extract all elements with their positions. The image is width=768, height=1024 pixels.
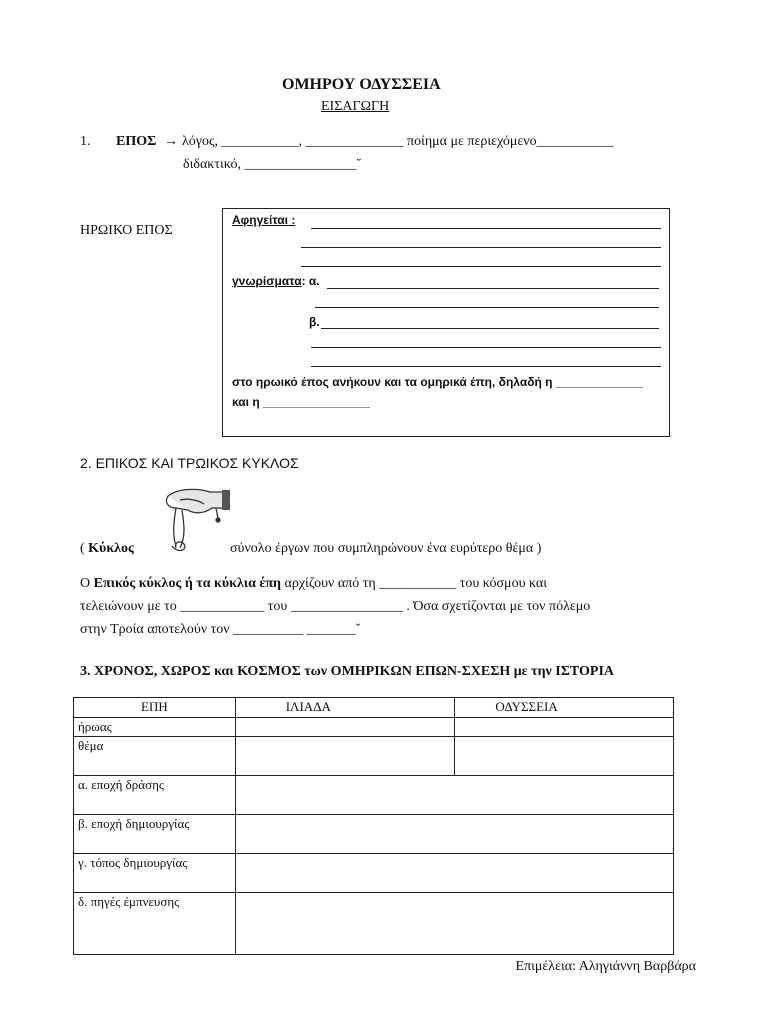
kyklos-term: Κύκλος [88,541,134,556]
epic-cycle-paragraph-line-1 [80,576,547,592]
row-label-creation-place: γ. τόπος δημιουργίας [74,854,236,893]
table-cell [235,776,673,815]
table-cell [235,854,673,893]
table-cell [235,718,455,737]
row-label-inspiration-sources: δ. πηγές έμπνευσης [74,893,236,955]
row-label-hero: ήρωας [74,718,236,737]
epic-cycle-paragraph-line-2: τελειώνουν με το ____________ του ________________ . Όσα σχετίζονται με τον πόλεμο [80,599,591,614]
epos-term: ΕΠΟΣ [116,134,157,149]
features-label: γνωρίσματα [232,274,302,288]
narrates-line-3 [301,266,661,267]
homeric-epics-table [73,697,674,955]
and-line: και η ________________ [232,395,370,409]
footer-credit: Επιμέλεια: Αληγιάννη Βαρβάρα [515,959,696,974]
narrates-label: Αφηγείται : [232,213,296,227]
column-header-epics: ΕΠΗ [74,698,236,718]
paren-open: ( [80,541,89,556]
feature-extra-line-2 [311,347,661,348]
table-row [74,854,674,893]
feature-alpha-line [327,288,659,289]
feature-extra-line-3 [311,366,661,367]
homeric-epics-line: στο ηρωικό έπος ανήκουν και τα ομηρικά έπη, δηλαδή η _____________ [232,375,643,389]
epic-cycle-term: Επικός κύκλος ή τα κύκλια έπη [93,576,282,591]
hand-with-thread-icon [158,484,232,556]
p1-start: Ο [80,576,94,591]
feature-beta-line [321,328,659,329]
table-cell [235,737,455,776]
table-row [74,893,674,955]
feature-extra-line-1 [315,307,659,308]
row-label-creation-era: β. εποχή δημιουργίας [74,815,236,854]
column-header-iliad: ΙΛΙΑΔΑ [235,698,455,718]
narrates-line-2 [301,247,661,248]
features-alpha: : α. [301,274,320,288]
section-1-line-1: λόγος, ___________, ______________ ποίημα με περιεχόμενο___________ [182,134,614,149]
table-cell [455,718,674,737]
p1-end: αρχίζουν από τη ___________ του κόσμου και [281,576,548,591]
heroic-epic-box [222,208,670,437]
section-1-number: 1. [80,134,91,149]
table-cell [235,893,673,955]
row-label-action-era: α. εποχή δράσης [74,776,236,815]
table-row [74,776,674,815]
row-label-theme: θέμα [74,737,236,776]
arrow-icon: → [164,134,178,149]
column-header-odyssey: ΟΔΥΣΣΕΙΑ [455,698,674,718]
table-row [74,815,674,854]
table-cell [235,815,673,854]
page-subtitle: ΕΙΣΑΓΩΓΗ [321,99,390,114]
section-3-heading: 3. ΧΡΟΝΟΣ, ΧΩΡΟΣ και ΚΟΣΜΟΣ των ΟΜΗΡΙΚΩΝ ΕΠΩΝ-ΣΧΕΣΗ με την ΙΣΤΟΡΙΑ [80,664,614,679]
epic-cycle-paragraph-line-3: στην Τροία αποτελούν τον __________ _______˘ [80,622,361,637]
section-1-line-2: διδακτικό, ________________˘ [183,157,362,172]
table-header-row [74,698,674,718]
heroic-epic-label: ΗΡΩΙΚΟ ΕΠΟΣ [80,223,173,238]
table-row [74,737,674,776]
table-row [74,718,674,737]
table-cell [455,737,674,776]
page-title: ΟΜΗΡΟΥ ΟΔΥΣΣΕΙΑ [282,76,441,93]
section-2-heading: 2. ΕΠΙΚΟΣ ΚΑΙ ΤΡΩΙΚΟΣ ΚΥΚΛΟΣ [80,455,299,471]
kyklos-definition: σύνολο έργων που συμπληρώνουν ένα ευρύτερο θέμα ) [230,541,542,556]
narrates-line-1 [311,228,661,229]
features-beta: β. [309,315,320,329]
